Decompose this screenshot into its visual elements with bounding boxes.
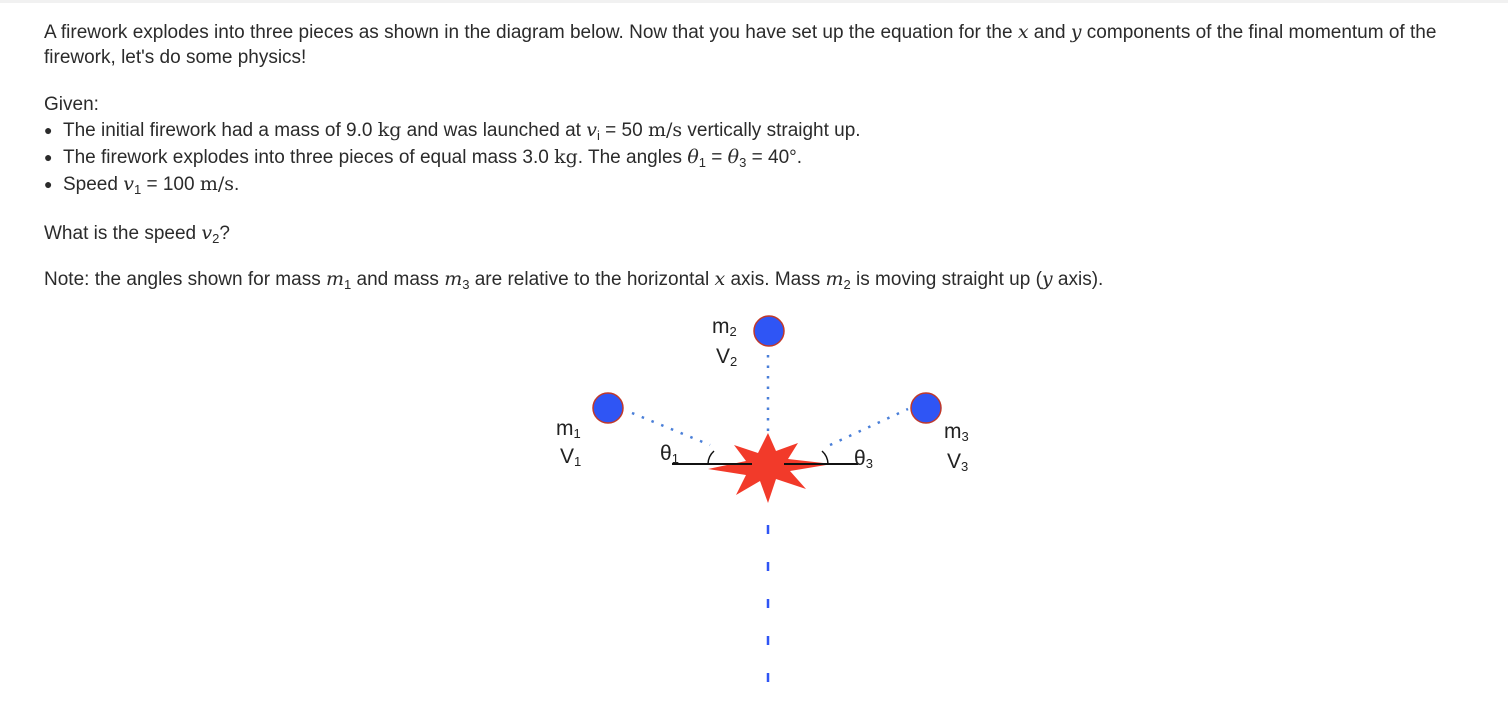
note-part: Note: the angles shown for mass	[44, 269, 326, 290]
v3-label: V3	[947, 450, 969, 474]
m1-label: m1	[556, 417, 581, 441]
var-x: x	[1017, 21, 1029, 43]
given-text: and was launched at	[401, 120, 587, 141]
var-m: m	[444, 268, 463, 290]
unit-speed: m/s	[199, 173, 235, 195]
mass-m2-ball	[754, 316, 784, 346]
note-part: axis. Mass	[725, 269, 826, 290]
question-text	[44, 221, 1484, 246]
subscript: 1	[698, 155, 706, 170]
given-text: =	[706, 147, 728, 168]
given-list	[44, 117, 1484, 198]
firework-diagram-svg	[540, 305, 1000, 705]
given-text: = 40°.	[746, 147, 803, 168]
subscript: i	[596, 128, 600, 143]
top-border	[0, 0, 1508, 3]
var-theta: θ	[727, 146, 740, 168]
v2-label: V2	[716, 345, 738, 369]
unit-kg: kg	[554, 146, 578, 168]
subscript: 2	[212, 231, 220, 246]
subscript: 3	[739, 155, 747, 170]
given-item-speed	[44, 171, 1484, 198]
theta1-label: θ1	[660, 442, 679, 466]
var-v: v	[201, 222, 213, 244]
intro-paragraph	[44, 20, 1484, 70]
given-item-mass-launch	[44, 117, 1484, 144]
intro-text-3: components of the final momentum of the firework, let's do some physics!	[44, 22, 1437, 68]
note-part: is moving straight up (	[850, 269, 1042, 290]
given-heading: Given:	[44, 94, 99, 115]
firework-diagram	[540, 305, 1000, 705]
theta1-arc	[708, 451, 714, 464]
note-part: are relative to the horizontal	[469, 269, 715, 290]
note-text	[44, 267, 1484, 292]
theta3-arc	[822, 451, 828, 464]
question-part: ?	[219, 223, 230, 244]
var-m: m	[325, 268, 345, 290]
given-text: Speed	[63, 174, 124, 195]
v1-label: V1	[560, 445, 582, 469]
given-text: = 50	[599, 120, 648, 141]
note-part: axis).	[1052, 269, 1104, 290]
var-x: x	[714, 268, 726, 290]
given-text: .	[234, 174, 240, 195]
given-text: The firework explodes into three pieces of equal mass 3.0	[63, 147, 555, 168]
note-part: and mass	[351, 269, 445, 290]
unit-speed: m/s	[647, 119, 683, 141]
var-m: m	[825, 268, 844, 290]
subscript: 1	[344, 277, 352, 292]
m3-path-line	[830, 409, 908, 445]
given-text: vertically straight up.	[682, 120, 861, 141]
theta3-label: θ3	[854, 447, 873, 471]
given-text: The initial firework had a mass of 9.0	[63, 120, 378, 141]
explosion-icon	[708, 433, 832, 503]
var-y: y	[1070, 21, 1082, 43]
given-item-pieces-angles	[44, 144, 1484, 171]
given-text: . The angles	[577, 147, 688, 168]
mass-m1-ball	[593, 393, 623, 423]
mass-m3-ball	[911, 393, 941, 423]
given-text: = 100	[141, 174, 200, 195]
problem-content	[44, 20, 1484, 292]
subscript: 3	[462, 277, 470, 292]
question-part: What is the speed	[44, 223, 202, 244]
m3-label: m3	[944, 420, 969, 444]
intro-text-1: A firework explodes into three pieces as shown in the diagram below. Now that you have set up the equation for the	[44, 22, 1018, 43]
intro-text-2: and	[1028, 22, 1071, 43]
m1-path-line	[632, 413, 710, 445]
var-theta: θ	[687, 146, 699, 168]
var-y: y	[1041, 268, 1053, 290]
unit-kg: kg	[377, 119, 402, 141]
subscript: 1	[133, 182, 142, 197]
subscript: 2	[843, 277, 851, 292]
m2-label: m2	[712, 315, 737, 339]
var-v: v	[586, 119, 597, 141]
var-v: v	[123, 173, 134, 195]
